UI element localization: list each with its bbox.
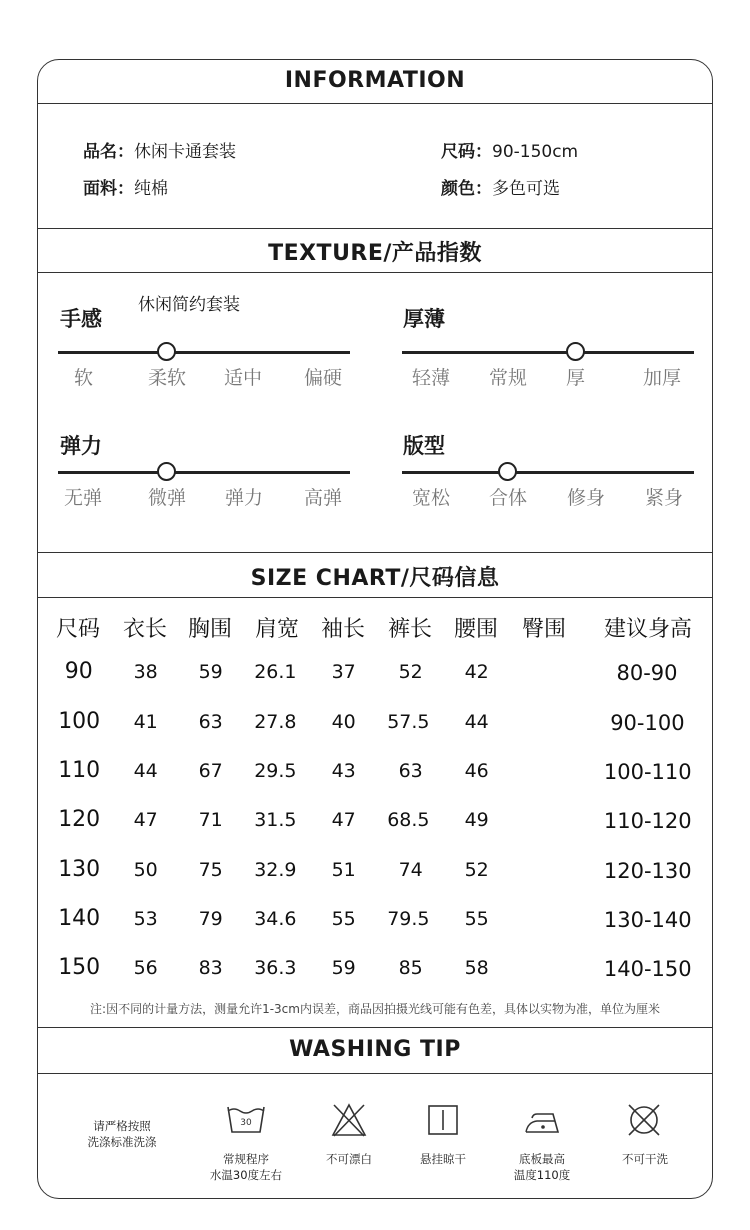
size-table-cell: 29.5 xyxy=(254,760,297,782)
divider xyxy=(37,597,713,598)
washing-title: WASHING TIP xyxy=(289,1037,461,1062)
size-table-header: 尺码 xyxy=(56,617,101,642)
size-table-cell: 58 xyxy=(464,957,489,979)
size-table-cell: 68.5 xyxy=(387,809,430,831)
elasticity-tick: 弹力 xyxy=(225,487,264,509)
product-size: 尺码：90-150cm xyxy=(441,142,579,162)
size-table-cell: 32.9 xyxy=(254,859,297,881)
size-table-cell: 130 xyxy=(58,857,101,882)
thickness-tick: 加厚 xyxy=(643,367,682,389)
size-table-cell: 31.5 xyxy=(254,809,297,831)
size-table-cell: 100 xyxy=(58,709,101,734)
size-table-header: 腰围 xyxy=(454,617,499,642)
no-bleach-icon xyxy=(330,1102,368,1138)
size-note: 注:因不同的计量方法，测量允许1-3cm内误差，商品因拍摄光线可能有色差，具体以实物为准，单位为厘米 xyxy=(90,1002,660,1016)
size-table-cell: 56 xyxy=(133,957,158,979)
elasticity-tick: 微弹 xyxy=(148,487,187,509)
fit-tick: 修身 xyxy=(567,487,606,509)
size-table-cell: 27.8 xyxy=(254,711,297,733)
product-name: 品名：休闲卡通套装 xyxy=(83,142,236,162)
size-table-cell: 80-90 xyxy=(616,661,678,685)
no-bleach-label: 不可漂白 xyxy=(326,1152,372,1166)
divider xyxy=(37,1027,713,1028)
size-table-cell: 90 xyxy=(64,659,93,684)
size-table-cell: 63 xyxy=(398,760,423,782)
size-table-cell: 53 xyxy=(133,908,158,930)
size-table-cell: 55 xyxy=(464,908,489,930)
feel-tick: 软 xyxy=(74,367,94,389)
size-table-cell: 150 xyxy=(58,955,101,980)
size-table-cell: 47 xyxy=(331,809,356,831)
texture-title: TEXTURE/产品指数 xyxy=(268,241,482,266)
fit-slider-knob xyxy=(498,462,517,481)
size-table-cell: 26.1 xyxy=(254,661,297,683)
iron-icon xyxy=(523,1106,561,1136)
elasticity-slider-track xyxy=(58,471,350,474)
size-table-header: 裤长 xyxy=(388,617,433,642)
size-table-cell: 110 xyxy=(58,758,101,783)
thickness-label: 厚薄 xyxy=(403,307,445,331)
size-table-cell: 34.6 xyxy=(254,908,297,930)
thickness-tick: 厚 xyxy=(566,367,586,389)
fit-tick: 合体 xyxy=(489,487,528,509)
wash-30-icon xyxy=(226,1104,266,1136)
thickness-tick: 常规 xyxy=(489,367,528,389)
size-table-cell: 42 xyxy=(464,661,489,683)
divider xyxy=(37,228,713,229)
size-chart-title: SIZE CHART/尺码信息 xyxy=(250,566,500,591)
hang-dry-label: 悬挂晾干 xyxy=(420,1152,466,1166)
thickness-slider-track xyxy=(402,351,694,354)
wash-temperature: 30 xyxy=(240,1118,252,1128)
size-table-cell: 47 xyxy=(133,809,158,831)
size-table-cell: 43 xyxy=(331,760,356,782)
feel-tick: 柔软 xyxy=(148,367,187,389)
size-table-cell: 37 xyxy=(331,661,356,683)
no-dry-clean-label: 不可干洗 xyxy=(622,1152,668,1166)
iron-label: 底板最高 温度110度 xyxy=(513,1152,571,1182)
size-table-cell: 90-100 xyxy=(610,711,685,735)
size-table-cell: 74 xyxy=(398,859,423,881)
feel-label: 手感 xyxy=(60,307,102,331)
product-fabric: 面料：纯棉 xyxy=(83,179,168,199)
size-table-cell: 59 xyxy=(198,661,223,683)
washing-intro: 请严格按照 洗涤标准洗涤 xyxy=(87,1119,157,1149)
feel-tick: 适中 xyxy=(224,367,263,389)
size-table-header: 臀围 xyxy=(522,617,567,642)
size-table-cell: 59 xyxy=(331,957,356,979)
size-table-cell: 83 xyxy=(198,957,223,979)
divider xyxy=(37,1073,713,1074)
size-table-header: 衣长 xyxy=(123,617,168,642)
elasticity-tick: 无弹 xyxy=(64,487,103,509)
size-table-cell: 38 xyxy=(133,661,158,683)
size-table-cell: 52 xyxy=(398,661,423,683)
size-table-cell: 44 xyxy=(464,711,489,733)
size-table-cell: 67 xyxy=(198,760,223,782)
size-table-cell: 140-150 xyxy=(603,957,692,981)
divider xyxy=(37,103,713,104)
fit-slider-track xyxy=(402,471,694,474)
wash-30-label: 常规程序 水温30度左右 xyxy=(209,1152,283,1182)
size-table-cell: 55 xyxy=(331,908,356,930)
size-table-cell: 75 xyxy=(198,859,223,881)
size-table-cell: 79 xyxy=(198,908,223,930)
divider xyxy=(37,272,713,273)
size-table-cell: 110-120 xyxy=(603,809,692,833)
size-table-cell: 140 xyxy=(58,906,101,931)
size-table-cell: 100-110 xyxy=(603,760,692,784)
size-table-cell: 46 xyxy=(464,760,489,782)
no-dry-clean-icon xyxy=(625,1101,663,1139)
size-table-header: 胸围 xyxy=(188,617,233,642)
texture-caption: 休闲简约套装 xyxy=(138,295,240,315)
size-table-cell: 52 xyxy=(464,859,489,881)
fit-tick: 紧身 xyxy=(645,487,684,509)
divider xyxy=(37,552,713,553)
elasticity-slider-knob xyxy=(157,462,176,481)
thickness-slider-knob xyxy=(566,342,585,361)
feel-slider-track xyxy=(58,351,350,354)
size-table-cell: 36.3 xyxy=(254,957,297,979)
size-table-cell: 120 xyxy=(58,807,101,832)
size-table-cell: 49 xyxy=(464,809,489,831)
hang-dry-icon xyxy=(427,1104,459,1136)
size-table-cell: 44 xyxy=(133,760,158,782)
thickness-tick: 轻薄 xyxy=(412,367,451,389)
information-title: INFORMATION xyxy=(284,68,466,93)
feel-tick: 偏硬 xyxy=(304,367,343,389)
size-table-cell: 63 xyxy=(198,711,223,733)
size-table-header: 肩宽 xyxy=(255,617,300,642)
size-table-cell: 79.5 xyxy=(387,908,430,930)
size-table-header: 袖长 xyxy=(321,617,366,642)
feel-slider-knob xyxy=(157,342,176,361)
size-table-header: 建议身高 xyxy=(604,617,693,642)
elasticity-label: 弹力 xyxy=(60,434,102,458)
fit-tick: 宽松 xyxy=(412,487,451,509)
size-table-cell: 51 xyxy=(331,859,356,881)
elasticity-tick: 高弹 xyxy=(304,487,343,509)
size-table-cell: 57.5 xyxy=(387,711,430,733)
size-table-cell: 120-130 xyxy=(603,859,692,883)
size-table-cell: 40 xyxy=(331,711,356,733)
size-table-cell: 41 xyxy=(133,711,158,733)
size-table-cell: 71 xyxy=(198,809,223,831)
product-color: 颜色：多色可选 xyxy=(441,179,560,199)
size-table-cell: 130-140 xyxy=(603,908,692,932)
size-table-cell: 85 xyxy=(398,957,423,979)
size-table-cell: 50 xyxy=(133,859,158,881)
fit-label: 版型 xyxy=(403,434,445,458)
